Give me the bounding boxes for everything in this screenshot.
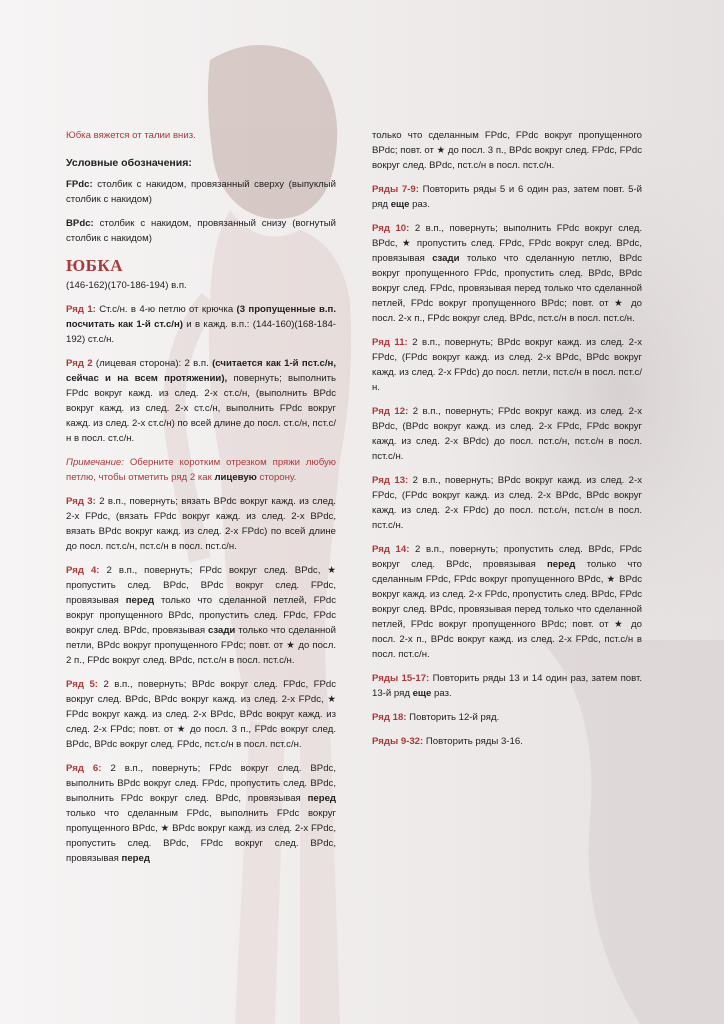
row-1-text-a: Ст.с/н. в 4-ю петлю от крючка — [99, 304, 234, 315]
legend-fpdc-term: FPdc: — [66, 179, 93, 190]
row-14-text-c: только что сделанным FPdc, FPdc вокруг пропущенного BPdc, ★ BPdc вокруг кажд. из след. 2-х FPdc, пропустить след. BPdc, FPdc вокруг след. BPdc, провязывая перед только что сделанной петлей, FPdc вокруг пропущенного BPdc; повт. от ★ до посл. 2-х п., BPdc вокруг кажд. из след. 2-х FPdc, пст.с/н в посл. пст.с/н. — [372, 559, 642, 660]
row-13 — [372, 473, 642, 533]
row-1-label: Ряд 1: — [66, 304, 96, 315]
legend-fpdc — [66, 177, 336, 207]
row-4-text-d: сзади — [208, 625, 236, 636]
row-10-text-c: только что сделанную петлю, BPdc вокруг пропущенного FPdc, пропустить след. BPdc, BPdc вокруг след. FPdc, провязывая перед только что сделанной петлей, FPdc вокруг пропущенного BPdc; повт. от ★ до посл. 2-х п., FPdc вокруг след. BPdc, пст.с/н в посл. пст.с/н. — [372, 253, 643, 324]
left-column — [66, 128, 336, 875]
rows-7-9-text-a: Повторить ряды 5 и 6 один раз, затем повт. 5-й ряд — [372, 184, 642, 210]
row-13-label: Ряд 13: — [372, 475, 409, 486]
row-2-text-c: повернуть; выполнить FPdc вокруг кажд. из след. 2-х ст.с/н, (выполнить BPdc вокруг кажд. из след. 2-х ст.с/н, выполнить FPdc вокруг кажд. из след. 2-х ст.с/н) по всей длине до посл. ст.с/н, пст.с/н в посл. ст.с/н. — [66, 373, 337, 444]
row-2-text-b: (считается как 1-й пст.с/н, сейчас и на всем протяжении), — [66, 358, 336, 384]
rows-15-17-text-c: раз. — [434, 688, 452, 699]
row-5-text: 2 в.п., повернуть; BPdc вокруг след. FPdc, FPdc вокруг след. BPdc, BPdc вокруг кажд. из след. 2-х FPdc, ★ FPdc вокруг кажд. из след. 2-х BPdc, BPdc вокруг кажд. из след. 2-х FPdc; повт. от ★ до посл. 3 п., FPdc вокруг след. BPdc, BPdc вокруг след. FPdc, пст.с/н в посл. пст.с/н. — [66, 679, 337, 750]
row-4-text-e: только что сделанной петли, BPdc вокруг пропущенного FPdc; повт. от ★ до посл. 2 п., FPdc вокруг след. BPdc, пст.с/н в посл. пст.с/н. — [66, 625, 336, 666]
row-10-text-a: 2 в.п., повернуть; выполнить FPdc вокруг след. BPdc, ★ пропустить след. FPdc, FPdc вокруг след. BPdc, провязывая — [372, 223, 642, 264]
legend-fpdc-def: столбик с накидом, провязанный сверху (выпуклый столбик с накидом) — [66, 179, 337, 205]
row-2-label: Ряд 2 — [66, 358, 93, 369]
row-10 — [372, 221, 642, 326]
row-18 — [372, 710, 642, 725]
legend-title: Условные обозначения: — [66, 157, 192, 169]
row-5 — [66, 677, 336, 752]
row-1-text-b: (3 пропущенные в.п. посчитать как 1-й ст.с/н) — [66, 304, 336, 330]
row-11-text: 2 в.п., повернуть; BPdc вокруг кажд. из след. 2-х FPdc, (FPdc вокруг кажд. из след. 2-х BPdc, BPdc вокруг кажд. из след. 2-х FPdc) до посл. петли, пст.с/н в посл. пст.с/н. — [372, 337, 642, 393]
legend-bpdc — [66, 216, 336, 246]
rows-9-32-text: Повторить ряды 3-16. — [425, 736, 523, 747]
intro-text: Юбка вяжется от талии вниз. — [66, 130, 196, 141]
rows-15-17 — [372, 671, 642, 701]
row-1-text-c: и в кажд. в.п.: (144-160)(168-184-192) ст.с/н. — [66, 319, 336, 345]
rows-15-17-text-a: Повторить ряды 13 и 14 один раз, затем повт. 13-й ряд — [372, 673, 642, 699]
row-4-text-b: перед — [125, 595, 155, 606]
note-text-b: лицевую — [214, 472, 257, 483]
note — [66, 455, 336, 485]
row-4 — [66, 563, 336, 668]
row-6-text-d: перед — [121, 853, 150, 864]
row-11-label: Ряд 11: — [372, 337, 408, 348]
right-column — [372, 128, 642, 758]
row-6 — [66, 761, 336, 866]
row-18-label: Ряд 18: — [372, 712, 407, 723]
section-title: ЮБКА — [66, 256, 123, 275]
legend-bpdc-term: BPdc: — [66, 218, 94, 229]
row-2 — [66, 356, 336, 446]
row-11 — [372, 335, 642, 395]
row-6-label: Ряд 6: — [66, 763, 102, 774]
note-text-c: сторону. — [259, 472, 297, 483]
row-6-continued: только что сделанным FPdc, FPdc вокруг пропущенного BPdc; повт. от ★ до посл. 3 п., BPdc вокруг след. FPdc, FPdc вокруг след. BPdc, пст.с/н в посл. пст.с/н. — [372, 130, 642, 171]
note-text-a: Оберните коротким отрезком пряжи любую петлю, чтобы отметить ряд 2 как — [66, 457, 337, 483]
row-1 — [66, 302, 336, 347]
row-12-text: 2 в.п., повернуть; FPdc вокруг кажд. из след. 2-х BPdc, (BPdc вокруг кажд. из след. 2-х FPdc, FPdc вокруг кажд. из след. 2-х BPdc) до посл. пст.с/н, пст.с/н в посл. пст.с/н. — [372, 406, 642, 462]
row-4-text-a: 2 в.п., повернуть; FPdc вокруг след. BPdc, ★ пропустить след. BPdc, BPdc вокруг след. FPdc, провязывая — [66, 565, 337, 606]
row-14 — [372, 542, 642, 662]
row-4-text-c: только что сделанной петлей, FPdc вокруг пропущенного BPdc, пропустить след. FPdc, FPdc вокруг след. BPdc, провязывая — [66, 595, 336, 636]
row-14-text-a: 2 в.п., повернуть; пропустить след. BPdc, FPdc вокруг след. BPdc, провязывая — [372, 544, 642, 570]
rows-9-32-label: Ряды 9-32: — [372, 736, 424, 747]
rows-7-9-text-b: еще — [390, 199, 410, 210]
row-12-label: Ряд 12: — [372, 406, 409, 417]
rows-7-9 — [372, 182, 642, 212]
row-2-text-a: (лицевая сторона): 2 в.п. — [95, 358, 209, 369]
rows-7-9-label: Ряды 7-9: — [372, 184, 419, 195]
row-6-text-c: только что сделанным FPdc, выполнить FPdc вокруг пропущенного BPdc, ★ BPdc вокруг кажд. из след. 2-х FPdc, пропустить след. BPdc, FPdc вокруг след. BPdc, провязывая — [66, 808, 336, 864]
row-10-text-b: сзади — [432, 253, 460, 264]
row-18-text: Повторить 12-й ряд. — [409, 712, 500, 723]
legend-bpdc-def: столбик с накидом, провязанный снизу (вогнутый столбик с накидом) — [66, 218, 336, 244]
note-label: Примечание: — [66, 457, 124, 468]
row-14-label: Ряд 14: — [372, 544, 410, 555]
rows-15-17-text-b: еще — [412, 688, 432, 699]
row-3-text: 2 в.п., повернуть; вязать BPdc вокруг кажд. из след. 2-х FPdc, (вязать FPdc вокруг кажд. из след. 2-х BPdc, вязать BPdc вокруг кажд. из след. 2-х FPdc) по всей длине до посл. пст.с/н, пст.с/н в посл. пст.с/н. — [66, 496, 336, 552]
row-3-label: Ряд 3: — [66, 496, 96, 507]
row-3 — [66, 494, 336, 554]
row-5-label: Ряд 5: — [66, 679, 98, 690]
row-4-label: Ряд 4: — [66, 565, 100, 576]
rows-7-9-text-c: раз. — [412, 199, 430, 210]
rows-9-32 — [372, 734, 642, 749]
row-13-text: 2 в.п., повернуть; BPdc вокруг кажд. из след. 2-х FPdc, (FPdc вокруг кажд. из след. 2-х BPdc, BPdc вокруг кажд. из след. 2-х FPdc) до посл. пст.с/н, пст.с/н в посл. пст.с/н. — [372, 475, 642, 531]
row-10-label: Ряд 10: — [372, 223, 410, 234]
row-6-text-b: перед — [307, 793, 336, 804]
row-12 — [372, 404, 642, 464]
section-chain: (146-162)(170-186-194) в.п. — [66, 280, 187, 291]
row-6-text-a: 2 в.п., повернуть; FPdc вокруг след. BPdc, выполнить BPdc вокруг след. FPdc, пропустить след. BPdc, выполнить FPdc вокруг след. BPdc, провязывая — [66, 763, 337, 804]
rows-15-17-label: Ряды 15-17: — [372, 673, 430, 684]
row-14-text-b: перед — [546, 559, 576, 570]
